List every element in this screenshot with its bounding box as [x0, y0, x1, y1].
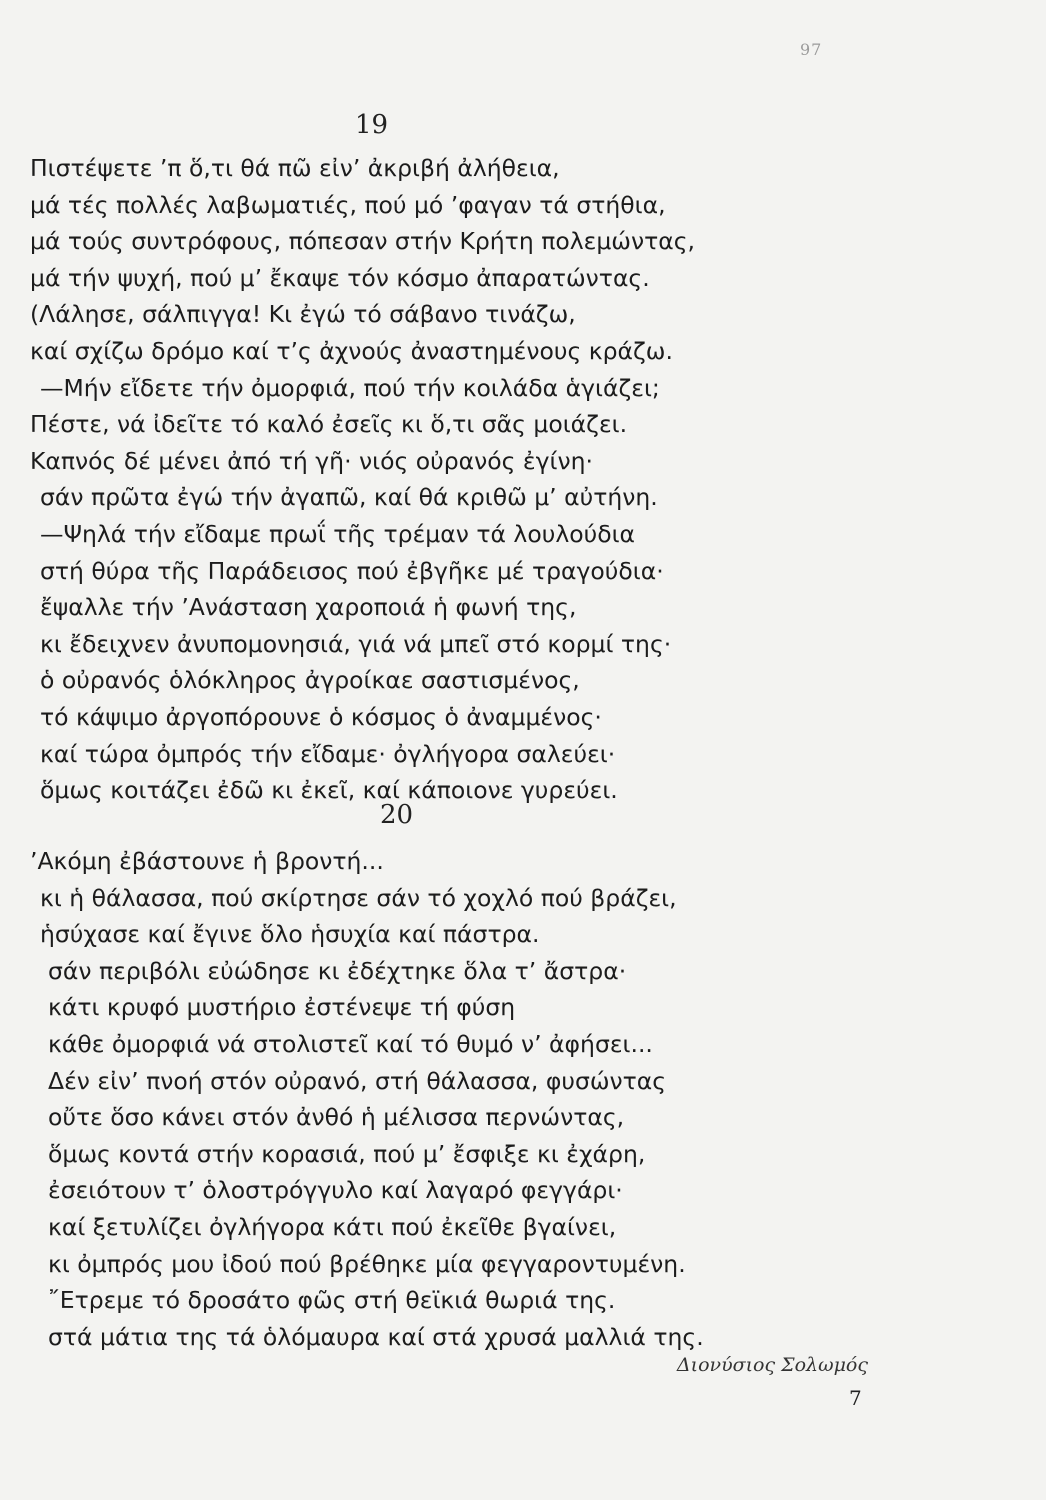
- poem-line: μά τήν ψυχή, πού μ’ ἔκαψε τόν κόσμο ἀπαρατώντας.: [30, 263, 650, 292]
- poem-line: κάτι κρυφό μυστήριο ἐστένεψε τή φύση: [48, 993, 516, 1022]
- poem-line: καί ξετυλίζει ὀγλήγορα κάτι πού ἐκεῖθε βγαίνει,: [48, 1212, 617, 1241]
- poem-line: κι ὀμπρός μου ἰδού πού βρέθηκε μία φεγγαροντυμένη.: [48, 1249, 686, 1278]
- poem-line: στά μάτια της τά ὁλόμαυρα καί στά χρυσά μαλλιά της.: [48, 1322, 704, 1351]
- section-number: 19: [355, 110, 389, 140]
- poem-line: κι ἔδειχνεν ἀνυπομονησιά, γιά νά μπεῖ στό κορμί της·: [40, 629, 672, 658]
- poem-line: ὅμως κοιτάζει ἐδῶ κι ἐκεῖ, καί κάποιονε γυρεύει.: [40, 776, 618, 805]
- poem-line: κι ἡ θάλασσα, πού σκίρτησε σάν τό χοχλό πού βράζει,: [40, 883, 677, 912]
- poem-line: κάθε ὀμορφιά νά στολιστεῖ καί τό θυμό ν’ ἀφήσει...: [48, 1029, 653, 1058]
- poem-line: —Ψηλά τήν εἴδαμε πρωΐ τῆς τρέμαν τά λουλούδια: [40, 519, 636, 548]
- poem-line: σάν πρῶτα ἐγώ τήν ἀγαπῶ, καί θά κριθῶ μ’ αὐτήνη.: [40, 483, 658, 512]
- poem-section-19: [30, 150, 695, 809]
- poem-line: ὅμως κοντά στήν κορασιά, πού μ’ ἔσφιξε κι ἐχάρη,: [48, 1139, 646, 1168]
- poem-line: Δέν εἰν’ πνοή στόν οὐρανό, στή θάλασσα, φυσώντας: [48, 1066, 667, 1095]
- poem-line: Πιστέψετε ’π ὅ,τι θά πῶ εἰν’ ἀκριβή ἀλήθεια,: [30, 154, 560, 182]
- poem-line: μά τούς συντρόφους, πόπεσαν στήν Κρήτη πολεμώντας,: [30, 227, 695, 256]
- poem-line: στή θύρα τῆς Παράδεισος πού ἐβγῆκε μέ τραγούδια·: [40, 556, 664, 585]
- section-number: 20: [380, 800, 414, 830]
- poem-line: (Λάλησε, σάλπιγγα! Κι ἐγώ τό σάβανο τινάζω,: [30, 300, 576, 329]
- page-mark: 97: [800, 40, 823, 59]
- poem-line: Πέστε, νά ἰδεῖτε τό καλό ἐσεῖς κι ὅ,τι σᾶς μοιάζει.: [30, 410, 628, 439]
- poem-line: ’Ακόμη ἐβάστουνε ἡ βροντή...: [30, 847, 384, 875]
- poem-line: Καπνός δέ μένει ἀπό τή γῆ· νιός οὐρανός ἐγίνη·: [30, 446, 593, 475]
- poem-line: τό κάψιμο ἀργοπόρουνε ὁ κόσμος ὁ ἀναμμένος·: [40, 702, 602, 731]
- poem-line: οὔτε ὅσο κάνει στόν ἀνθό ἡ μέλισσα περνώντας,: [48, 1103, 625, 1132]
- page-number: 7: [849, 1386, 862, 1410]
- poem-line: μά τές πολλές λαβωματιές, πού μό ’φαγαν τά στήθια,: [30, 190, 666, 219]
- author-signature: Διονύσιος Σολωμός: [676, 1354, 868, 1376]
- poem-line: ἡσύχασε καί ἔγινε ὅλο ἡσυχία καί πάστρα.: [40, 920, 540, 949]
- poem-line: ἐσειότουν τ’ ὁλοστρόγγυλο καί λαγαρό φεγγάρι·: [48, 1176, 623, 1205]
- poem-line: ῎Ετρεμε τό δροσάτο φῶς στή θεϊκιά θωριά της.: [48, 1286, 616, 1315]
- poem-line: ὁ οὐρανός ὁλόκληρος ἀγροίκαε σαστισμένος,: [40, 666, 580, 695]
- poem-line: καί τώρα ὀμπρός τήν εἴδαμε· ὀγλήγορα σαλεύει·: [40, 739, 616, 768]
- poem-line: καί σχίζω δρόμο καί τ’ς ἀχνούς ἀναστημένους κράζω.: [30, 336, 673, 365]
- poem-section-20: [30, 843, 704, 1355]
- poem-line: —Μήν εἴδετε τήν ὀμορφιά, πού τήν κοιλάδα ἁγιάζει;: [40, 373, 660, 402]
- poem-line: σάν περιβόλι εὐώδησε κι ἐδέχτηκε ὅλα τ’ ἄστρα·: [48, 956, 627, 985]
- poem-line: ἔψαλλε τήν ’Ανάσταση χαροποιά ἡ φωνή της,: [40, 593, 577, 622]
